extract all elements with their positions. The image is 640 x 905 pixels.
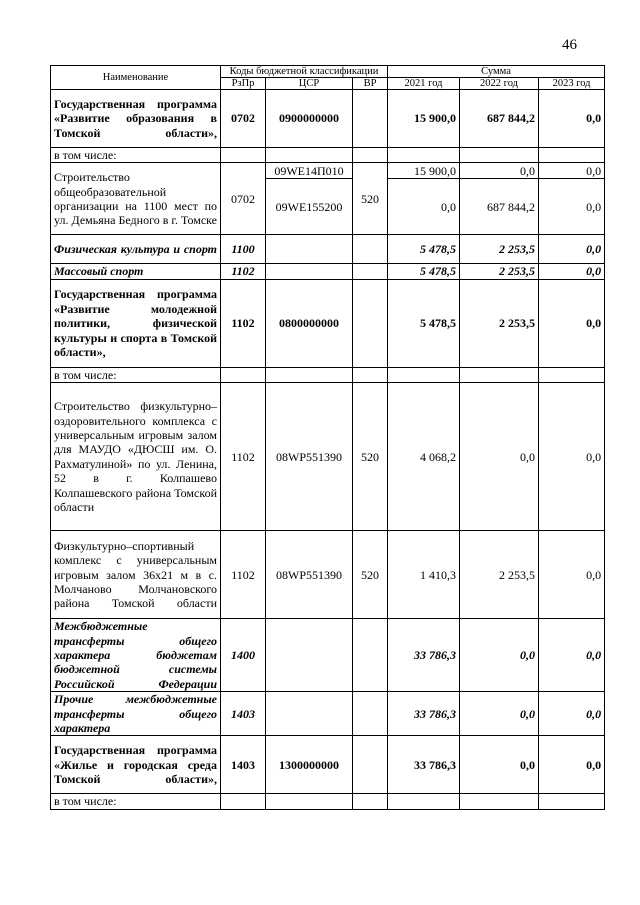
table-row [51,692,605,736]
table-row [51,279,605,367]
row-2021: 5 478,5 [388,264,460,279]
table-row [51,367,605,382]
row-2021 [388,367,460,382]
row-name: в том числе: [51,794,221,809]
row-rzpr [221,794,266,809]
row-2021: 5 478,5 [388,279,460,367]
row-csr-b: 09WE155200 [266,179,353,235]
row-2022: 2 253,5 [460,264,539,279]
row-rzpr: 1100 [221,235,266,264]
row-2022 [460,367,539,382]
row-2021 [388,148,460,163]
row-vr [353,692,388,736]
table-row [51,90,605,148]
row-2021: 33 786,3 [388,736,460,794]
row-2023 [539,794,605,809]
row-2023: 0,0 [539,692,605,736]
header-rzpr: РзПр [221,78,266,90]
row-2022: 0,0 [460,692,539,736]
row-2021: 5 478,5 [388,235,460,264]
header-2021: 2021 год [388,78,460,90]
row-2023 [539,148,605,163]
row-csr [266,794,353,809]
row-2021: 33 786,3 [388,692,460,736]
row-rzpr: 1102 [221,264,266,279]
header-row-1 [51,66,605,78]
row-2022 [460,148,539,163]
row-csr [266,692,353,736]
row-vr [353,90,388,148]
row-rzpr: 1403 [221,692,266,736]
header-2022: 2022 год [460,78,539,90]
row-2021-a: 15 900,0 [388,163,460,179]
row-csr: 1300000000 [266,736,353,794]
row-2023: 0,0 [539,619,605,692]
budget-table [50,65,605,810]
header-csr: ЦСР [266,78,353,90]
table-row [51,736,605,794]
row-name: Физкультурно–спортивный комплекс с универсальным игровым залом 36х21 м в с. Молчаново Молчановского района Томской области [51,531,221,619]
row-2023: 0,0 [539,279,605,367]
row-2021: 1 410,3 [388,531,460,619]
header-2023: 2023 год [539,78,605,90]
row-vr [353,794,388,809]
row-csr [266,235,353,264]
row-2021: 33 786,3 [388,619,460,692]
row-2021 [388,794,460,809]
row-rzpr: 1403 [221,736,266,794]
row-rzpr: 0702 [221,90,266,148]
row-name: Прочие межбюджетные трансферты общего характера [51,692,221,736]
header-sum: Сумма [388,66,605,78]
row-vr: 520 [353,531,388,619]
row-name: Государственная программа «Развитие образования в Томской области», [51,90,221,148]
row-name: Строительство физкультурно–оздоровительного комплекса с универсальным игровым залом для МАУДО «ДЮСШ им. О. Рахматулиной» по ул. Ленина, 52 в г. Колпашево Колпашевского района Томской области [51,383,221,531]
row-name: в том числе: [51,367,221,382]
row-name: Межбюджетные трансферты общего характера бюджетам бюджетной системы Российской Федерации [51,619,221,692]
row-2022-b: 687 844,2 [460,179,539,235]
table-row [51,619,605,692]
row-csr: 0900000000 [266,90,353,148]
row-vr: 520 [353,163,388,235]
row-csr [266,367,353,382]
row-vr [353,279,388,367]
table-row [51,148,605,163]
table-row [51,531,605,619]
row-vr [353,619,388,692]
row-name: Государственная программа «Жилье и городская среда Томской области», [51,736,221,794]
row-rzpr: 1400 [221,619,266,692]
row-2023: 0,0 [539,264,605,279]
row-rzpr: 1102 [221,531,266,619]
row-csr [266,264,353,279]
row-name: Массовый спорт [51,264,221,279]
row-2023: 0,0 [539,235,605,264]
row-csr [266,148,353,163]
row-2023: 0,0 [539,383,605,531]
row-rzpr: 0702 [221,163,266,235]
row-2023-a: 0,0 [539,163,605,179]
table-row [51,163,605,179]
row-vr [353,148,388,163]
header-codes: Коды бюджетной классификации [221,66,388,78]
row-rzpr: 1102 [221,383,266,531]
row-vr: 520 [353,383,388,531]
row-2022: 2 253,5 [460,531,539,619]
row-vr [353,736,388,794]
row-rzpr [221,367,266,382]
row-2022: 2 253,5 [460,235,539,264]
row-2022: 687 844,2 [460,90,539,148]
row-name: Строительство общеобразовательной организации на 1100 мест по ул. Демьяна Бедного в г. Томске [51,163,221,235]
row-vr [353,264,388,279]
table-row [51,235,605,264]
header-vr: ВР [353,78,388,90]
row-csr: 0800000000 [266,279,353,367]
row-2023-b: 0,0 [539,179,605,235]
table-row [51,383,605,531]
row-2022: 0,0 [460,736,539,794]
header-name: Наименование [51,66,221,90]
row-vr [353,235,388,264]
row-rzpr [221,148,266,163]
row-name: в том числе: [51,148,221,163]
row-2021: 4 068,2 [388,383,460,531]
row-2022 [460,794,539,809]
row-2022: 0,0 [460,619,539,692]
table-row [51,794,605,809]
row-2023: 0,0 [539,531,605,619]
row-rzpr: 1102 [221,279,266,367]
row-2021-b: 0,0 [388,179,460,235]
row-2023 [539,367,605,382]
row-2022: 0,0 [460,383,539,531]
row-2022-a: 0,0 [460,163,539,179]
row-csr [266,619,353,692]
page-number: 46 [562,37,577,53]
row-2021: 15 900,0 [388,90,460,148]
row-2023: 0,0 [539,90,605,148]
row-csr: 08WP551390 [266,383,353,531]
row-csr-a: 09WE14П010 [266,163,353,179]
row-name: Государственная программа «Развитие молодежной политики, физической культуры и спорта в Томской области», [51,279,221,367]
row-2022: 2 253,5 [460,279,539,367]
row-vr [353,367,388,382]
row-name: Физическая культура и спорт [51,235,221,264]
row-csr: 08WP551390 [266,531,353,619]
row-2023: 0,0 [539,736,605,794]
table-row [51,264,605,279]
